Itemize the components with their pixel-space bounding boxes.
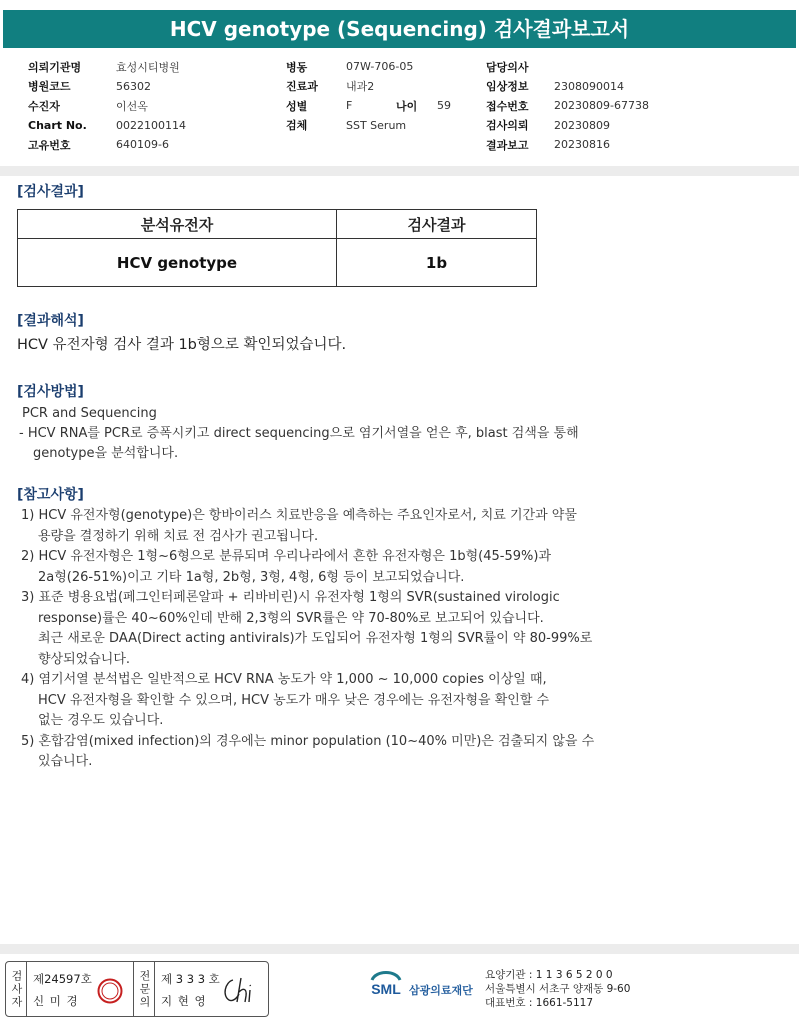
info-value: SST Serum bbox=[346, 118, 407, 132]
note-line: 2a형(26-51%)이고 기타 1a형, 2b형, 3형, 4형, 6형 등이 보고되었습니다. bbox=[38, 569, 465, 585]
info-label: 고유번호 bbox=[28, 138, 71, 152]
info-row bbox=[28, 57, 186, 77]
info-value: F bbox=[346, 99, 353, 113]
info-row bbox=[486, 96, 649, 116]
info-value: 내과2 bbox=[346, 80, 375, 94]
method-text bbox=[19, 404, 579, 464]
note-line: 2) HCV 유전자형은 1형~6형으로 분류되며 우리나라에서 흔한 유전자형은 1b형(45-59%)과 bbox=[21, 549, 551, 564]
info-label: 수진자 bbox=[28, 99, 60, 113]
examiner-cell bbox=[27, 962, 134, 1016]
examiner-role-text: 검사자 bbox=[10, 969, 23, 1009]
info-value: 효성시티병원 bbox=[116, 60, 180, 74]
note-line: 용량을 결정하기 위해 치료 전 검사가 권고됩니다. bbox=[38, 528, 319, 544]
note-line: 4) 염기서열 분석법은 일반적으로 HCV RNA 농도가 약 1,000 ~ 10,000 copies 이상일 때, bbox=[21, 672, 547, 687]
info-row bbox=[486, 135, 649, 155]
info-value: 56302 bbox=[116, 79, 151, 93]
info-label: 임상정보 bbox=[486, 80, 529, 94]
info-label: 담당의사 bbox=[486, 60, 529, 74]
patient-info-panel bbox=[0, 52, 799, 166]
contact-info bbox=[485, 968, 630, 1010]
examiner-seal-icon bbox=[97, 978, 123, 1004]
info-value: 20230809-67738 bbox=[554, 99, 649, 113]
method-line: PCR and Sequencing bbox=[22, 406, 157, 421]
info-row bbox=[286, 116, 451, 136]
specialist-role-text: 전문의 bbox=[138, 969, 151, 1009]
specialist-cell bbox=[155, 962, 267, 1016]
table-header-result: 검사결과 bbox=[337, 210, 537, 239]
info-row bbox=[28, 135, 186, 155]
note-line: 있습니다. bbox=[38, 754, 93, 769]
note-line: 향상되었습니다. bbox=[38, 651, 131, 667]
contact-line: 요양기관 : 1 1 3 6 5 2 0 0 bbox=[485, 969, 613, 981]
info-label: 진료과 bbox=[286, 80, 318, 94]
table-row bbox=[18, 239, 537, 287]
examiner-role-label bbox=[6, 962, 27, 1016]
note-line: 3) 표준 병용요법(페그인터페론알파 + 리바비린)시 유전자형 1형의 SVR(sustained virologic bbox=[21, 590, 560, 605]
specialist-license: 제 3 3 3 호 bbox=[161, 972, 220, 986]
table-header-gene: 분석유전자 bbox=[18, 210, 337, 239]
contact-line: 대표번호 : 1661-5117 bbox=[485, 997, 594, 1009]
info-label: 병원코드 bbox=[28, 80, 71, 94]
info-value: 07W-706-05 bbox=[346, 60, 414, 74]
info-value: 이선옥 bbox=[116, 99, 148, 113]
specialist-signature-icon bbox=[219, 974, 259, 1006]
info-row bbox=[486, 57, 649, 77]
title-bar bbox=[0, 0, 799, 60]
examiner-name: 신 미 경 bbox=[33, 994, 79, 1008]
method-line: - HCV RNA를 PCR로 증폭시키고 direct sequencing으로 염기서열을 얻은 후, blast 검색을 통해 bbox=[19, 426, 579, 441]
info-label: 결과보고 bbox=[486, 138, 529, 152]
report-title: HCV genotype (Sequencing) 검사결과보고서 bbox=[3, 10, 796, 48]
sml-logo-icon bbox=[366, 966, 406, 1006]
section-divider bbox=[0, 166, 799, 176]
notes-list bbox=[21, 506, 594, 773]
info-label: 의뢰기관명 bbox=[28, 60, 82, 74]
age-label: 나이 bbox=[396, 99, 418, 113]
note-line: response)률은 40~60%인데 반해 2,3형의 SVR률은 약 70-80%로 보고되어 있습니다. bbox=[38, 610, 544, 626]
info-row bbox=[286, 57, 451, 77]
info-value: 20230809 bbox=[554, 118, 610, 132]
info-column-2 bbox=[286, 57, 451, 135]
info-row bbox=[486, 116, 649, 136]
info-row bbox=[486, 77, 649, 97]
specialist-role-label bbox=[134, 962, 155, 1016]
method-line: genotype을 분석합니다. bbox=[33, 446, 179, 461]
specialist-name: 지 현 영 bbox=[161, 994, 207, 1008]
info-row bbox=[28, 96, 186, 116]
organization-name: 삼광의료재단 bbox=[409, 984, 473, 997]
info-label: 성별 bbox=[286, 99, 308, 113]
age-value: 59 bbox=[437, 99, 451, 113]
result-table bbox=[17, 209, 537, 287]
interpretation-text: HCV 유전자형 검사 결과 1b형으로 확인되었습니다. bbox=[17, 337, 347, 353]
info-column-1 bbox=[28, 57, 186, 155]
info-row bbox=[28, 116, 186, 136]
interpretation-section-title: [결과해석] bbox=[17, 313, 84, 329]
note-line: 5) 혼합감염(mixed infection)의 경우에는 minor population (10~40% 미만)은 검출되지 않을 수 bbox=[21, 733, 595, 749]
table-cell-result: 1b bbox=[337, 239, 537, 287]
signature-box bbox=[5, 961, 269, 1017]
info-label: 검체 bbox=[286, 119, 308, 133]
info-value: 20230816 bbox=[554, 138, 610, 152]
info-value: 2308090014 bbox=[554, 79, 624, 93]
info-label: Chart No. bbox=[28, 118, 87, 132]
info-label: 접수번호 bbox=[486, 99, 529, 113]
info-label: 병동 bbox=[286, 60, 308, 74]
info-label: 검사의뢰 bbox=[486, 119, 529, 133]
result-section-title: [검사결과] bbox=[17, 184, 84, 200]
note-line: 1) HCV 유전자형(genotype)은 항바이러스 치료반응을 예측하는 주요인자로서, 치료 기간과 약물 bbox=[21, 508, 577, 523]
info-column-3 bbox=[486, 57, 649, 155]
method-section-title: [검사방법] bbox=[17, 384, 84, 400]
note-line: 없는 경우도 있습니다. bbox=[38, 713, 164, 728]
note-line: HCV 유전자형을 확인할 수 있으며, HCV 농도가 매우 낮은 경우에는 유전자형을 확인할 수 bbox=[38, 692, 550, 708]
info-row bbox=[286, 96, 451, 116]
info-value: 640109-6 bbox=[116, 138, 169, 152]
info-value: 0022100114 bbox=[116, 118, 186, 132]
info-row bbox=[28, 77, 186, 97]
svg-text:SML: SML bbox=[371, 981, 401, 997]
table-cell-gene: HCV genotype bbox=[18, 239, 337, 287]
contact-line: 서울특별시 서초구 양재동 9-60 bbox=[485, 983, 631, 995]
info-row bbox=[286, 77, 451, 97]
table-header-row bbox=[18, 210, 537, 239]
footer-divider bbox=[0, 944, 799, 954]
examiner-license: 제24597호 bbox=[33, 972, 92, 986]
notes-section-title: [참고사항] bbox=[17, 487, 84, 503]
note-line: 최근 새로운 DAA(Direct acting antivirals)가 도입되어 유전자형 1형의 SVR률이 약 80-99%로 bbox=[38, 631, 593, 646]
